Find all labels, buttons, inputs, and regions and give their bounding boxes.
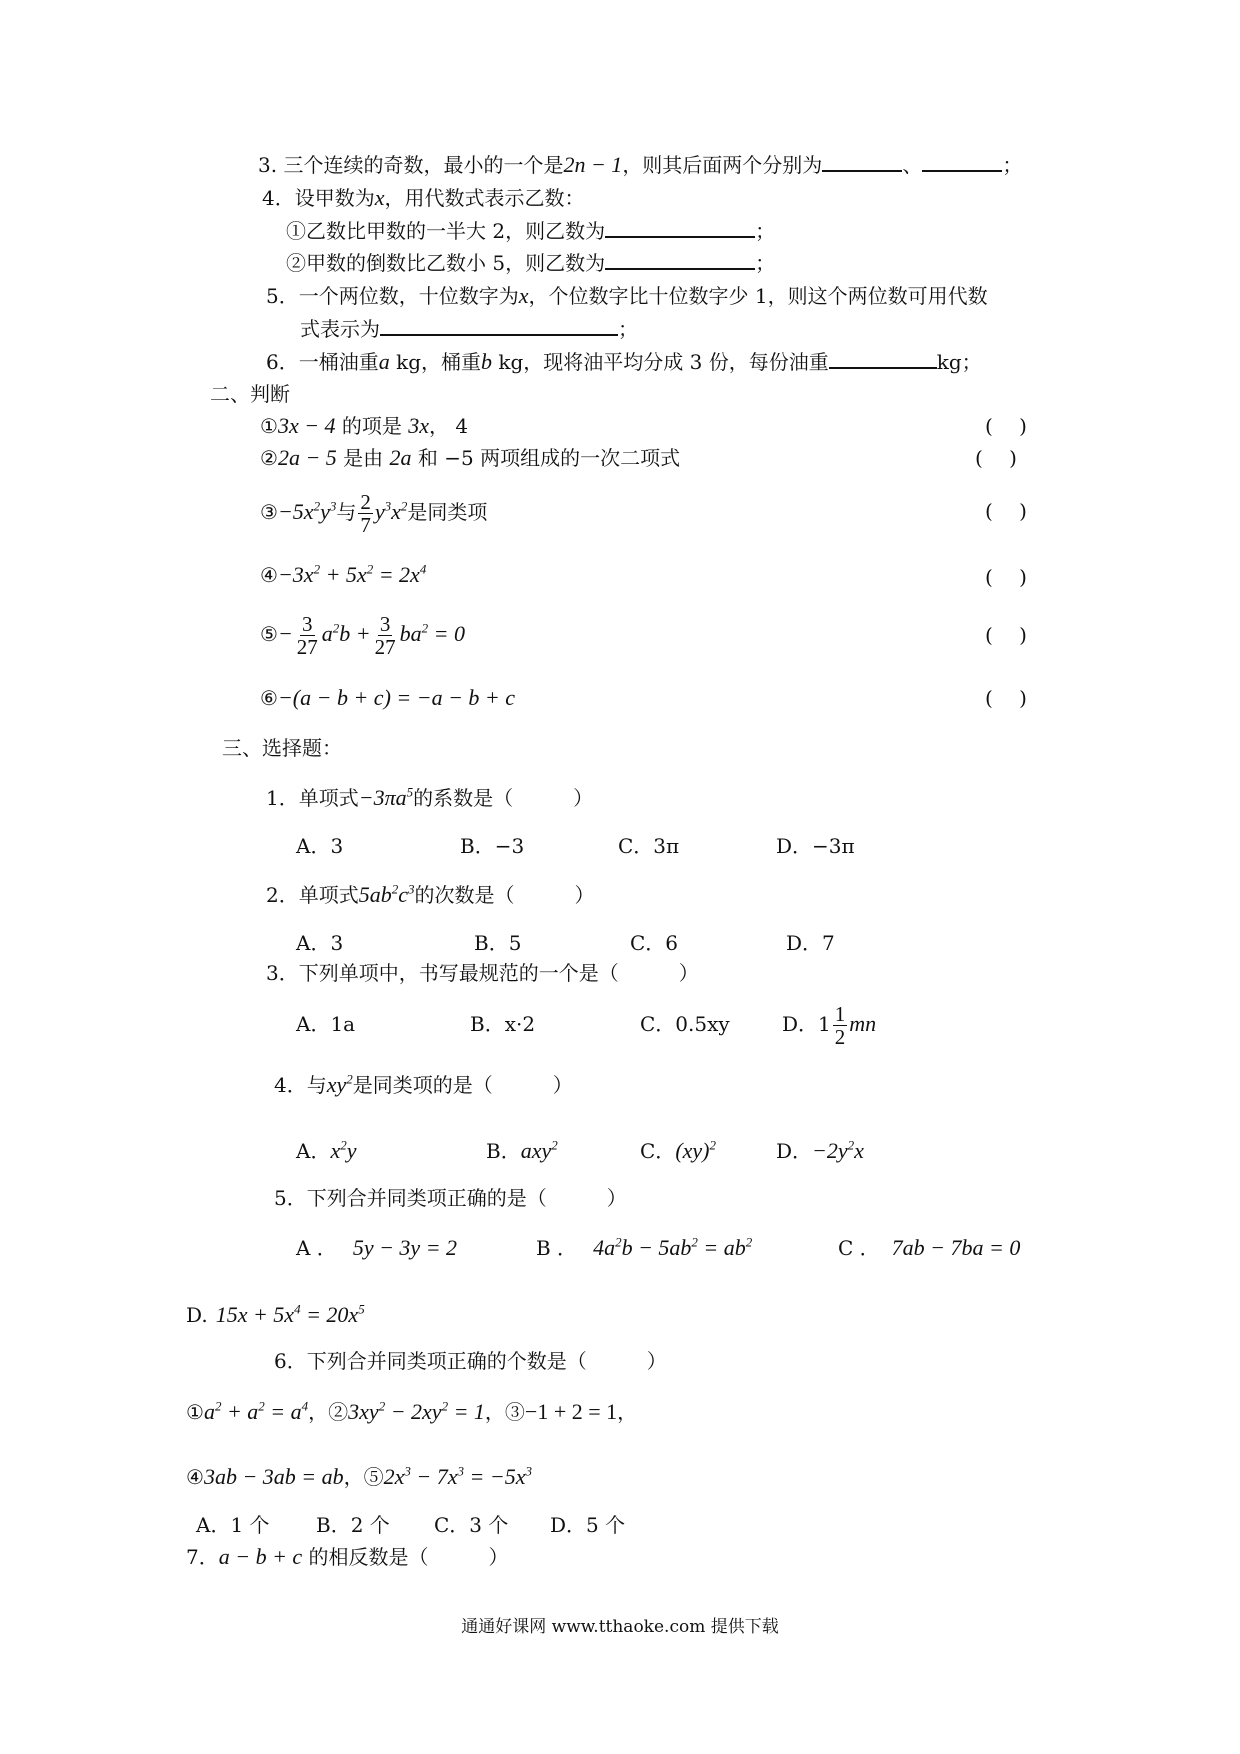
judge-item-3 [260,482,487,542]
mc-q2-text: 2．单项式 [266,883,359,907]
judge-paren-2[interactable]: ( ) [975,446,1017,470]
q4-tail: ，用代数式表示乙数： [384,186,585,210]
q5-line-2 [300,314,638,344]
mc-q1 [266,783,593,813]
section2-title: 二、判断 [210,382,290,406]
q6-b: b [481,349,493,374]
page-footer: 通通好课网 www.tthaoke.com 提供下载 [461,1617,779,1637]
mc-q1-tail: 的系数是（ ） [413,786,594,810]
mc-q6-opt-c[interactable]: C．3 个 [434,1513,509,1537]
judge-mark-4: ④ [260,563,278,587]
q6-line [266,347,982,377]
mc-q5: 5．下列合并同类项正确的是（ ） [274,1186,627,1210]
judge-item-1 [260,411,468,441]
mc-q2-tail: 的次数是（ ） [414,883,595,907]
judge-item-6 [260,683,515,713]
mc-q3-opt-c[interactable]: C．0.5xy [640,1012,730,1036]
mc-q1-opt-d[interactable]: D．−3π [776,834,855,858]
mc-q6: 6．下列合并同类项正确的个数是（ ） [274,1349,667,1373]
mc-q1-expr: $-3\pi a^5$ [358,784,414,810]
q3-expr: 2n − 1 [563,152,623,177]
mc-q1-opt-b[interactable]: B．−3 [460,834,525,858]
mc-q7-tail: 的相反数是（ ） [302,1545,509,1569]
section3-title: 三、选择题： [222,736,342,760]
judge-text-1: 的项是 [335,414,409,438]
q4-line [262,183,585,213]
mc-q6-opt-a[interactable]: A．1 个 [196,1513,270,1537]
judge-expr-5a: $a^2b$ + [321,620,371,646]
mc-q4 [274,1070,573,1100]
mc-q5-opt-a-label: A ． [296,1236,337,1260]
q5-text-a: 5．一个两位数，十位数字为 [266,284,519,308]
q3-line [258,150,1022,180]
mc-q6-stmts-2: ④3ab − 3ab = ab，$⑤2x^3 - 7x^3 = -5x^3$ [186,1463,532,1489]
mc-q7-expr: a − b + c [218,1544,303,1569]
q4-text: 4．设甲数为 [262,186,375,210]
q5-text-b: ，个位数字比十位数字少 1，则这个两位数可用代数 [528,284,988,308]
mc-q5-opt-d-label: D. [186,1303,208,1327]
mc-q2-opt-a[interactable]: A．3 [296,931,344,955]
judge-frac-3: $\frac{2}{7}$ [360,490,371,537]
judge-tail-3: 是同类项 [407,500,488,524]
mc-q4-opt-d-label: D． [776,1139,813,1163]
judge-item-5 [260,604,465,664]
mc-q2-opt-d[interactable]: D．7 [786,931,835,955]
q6-end: kg； [936,350,982,374]
mc-q6-opt-b[interactable]: B．2 个 [316,1513,390,1537]
judge-paren-1[interactable]: ( ) [985,414,1027,438]
judge-expr-5b: $ba^2 = 0$ [399,620,466,646]
mc-q7 [186,1542,509,1572]
mc-q4-opt-c[interactable]: C．(xy)$^2$ [640,1137,716,1163]
mc-q3-opt-a[interactable]: A．1a [296,1012,356,1036]
mc-q5-opt-b-label: B ． [536,1236,578,1260]
judge-frac-5b: $\frac{3}{27}$ [374,612,396,659]
mc-q7-text: 7． [186,1545,219,1569]
judge-mark-5: ⑤ [260,622,278,646]
mc-q3-opt-d[interactable] [782,994,876,1054]
q3-sep: 、 [902,153,923,177]
judge-mark-6: ⑥ [260,686,278,710]
judge-text-2: 是由 [336,446,390,470]
q3-end: ； [1002,153,1023,177]
q4-2-blank[interactable] [605,250,755,270]
judge-expr-3b: $y^3x^2$ [374,498,408,524]
judge-expr-1a: 3x − 4 [277,413,336,438]
mc-q2-expr: $5ab^2c^3$ [358,881,415,907]
q4-1-end: ； [755,219,776,243]
q5-end: ； [618,317,638,341]
judge-text-3: 与 [336,500,357,524]
mc-q2-opt-b[interactable]: B．5 [474,931,522,955]
mc-q6-stmts-1: $①a^2 + a^2 = a^4$，$②3xy^2 - 2xy^2 = 1$，③−1 + 2 = 1， [186,1398,638,1424]
mc-q4-opt-c-label: C． [640,1139,676,1163]
q5-line2-text: 式表示为 [300,317,380,341]
judge-expr-3a: $-5x^2y^3$ [277,498,337,524]
q4-1-text: ①乙数比甲数的一半大 2，则乙数为 [286,219,606,243]
judge-paren-3[interactable]: ( ) [985,499,1027,523]
q4-2-line [286,248,775,278]
judge-minus-5: − [277,621,293,646]
mc-q5-opt-c[interactable]: C ． 7ab − 7ba = 0 [838,1235,1021,1260]
mc-q4-text: 4．与 [274,1073,327,1097]
mc-q4-tail: 是同类项的是（ ） [352,1073,573,1097]
mc-q3: 3．下列单项中，书写最规范的一个是（ ） [266,961,699,985]
mc-q5-opt-a[interactable]: A ． 5y − 3y = 2 [296,1235,458,1260]
mc-q5-opt-c-label: C ． [838,1236,880,1260]
judge-item-4 [260,560,426,590]
q6-kg2: kg，现将油平均分成 3 份，每份油重 [492,350,829,374]
mc-q6-opt-d[interactable]: D．5 个 [550,1513,626,1537]
q6-kg1: kg，桶重 [389,350,482,374]
q3-blank-1[interactable] [822,152,902,172]
judge-expr-6: −(a − b + c) = −a − b + c [277,685,516,710]
judge-expr-2b: 2a [389,445,412,470]
judge-tail-2: 和 −5 两项组成的一次二项式 [411,446,681,470]
mc-q5-opt-b[interactable]: B ． $4a^2b - 5ab^2 = ab^2$ [536,1234,753,1260]
mc-q3-mn: mn [849,1011,877,1036]
judge-paren-6[interactable]: ( ) [985,686,1027,710]
judge-paren-4[interactable]: ( ) [985,565,1027,589]
judge-mark-2: ② [260,446,278,470]
mc-q4-opt-b-label: B． [486,1139,521,1163]
mc-q3-frac: $\frac{1}{2}$ [834,1002,846,1049]
judge-expr-2a: 2a − 5 [277,445,337,470]
mc-q4-opt-b[interactable]: B．axy$^2$ [486,1137,558,1163]
q3-text: 3. 三个连续的奇数，最小的一个是 [258,153,564,177]
q6-blank[interactable] [829,349,937,369]
q6-text: 6．一桶油重 [266,350,379,374]
judge-mark-3: ③ [260,500,278,524]
q4-2-text: ②甲数的倒数比乙数小 5，则乙数为 [286,251,606,275]
judge-paren-5[interactable]: ( ) [985,623,1027,647]
mc-q1-opt-c[interactable]: C．3π [618,834,680,858]
judge-mark-1: ① [260,414,278,438]
judge-item-2 [260,443,680,473]
judge-expr-4: $-3x^2 + 5x^2 = 2x^4$ [277,561,427,587]
q5-var: x [518,283,529,308]
mc-q5-opt-d[interactable]: D. $15x + 5x^4 = 20x^5$ [186,1301,365,1327]
judge-frac-5a: $\frac{3}{27}$ [296,612,318,659]
mc-q2-opt-c[interactable]: C．6 [630,931,679,955]
mc-q4-opt-a-label: A． [296,1139,331,1163]
mc-q3-opt-d-label: D．1 [782,1012,831,1036]
mc-q4-opt-d[interactable]: D．$-2y^2x$ [776,1137,864,1163]
q3-tail: ，则其后面两个分别为 [622,153,823,177]
mc-q4-expr: $xy^2$ [326,1071,353,1097]
judge-tail-1: ， 4 [429,414,469,438]
mc-q3-opt-b[interactable]: B．x·2 [470,1012,536,1036]
q4-2-end: ； [755,251,776,275]
q5-blank[interactable] [380,316,618,336]
q4-1-blank[interactable] [605,218,755,238]
q4-var: x [374,185,385,210]
q5-line-1 [266,281,988,311]
q3-blank-2[interactable] [922,152,1002,172]
q4-1-line [286,216,775,246]
mc-q1-text: 1．单项式 [266,786,359,810]
mc-q1-opt-a[interactable]: A．3 [296,834,344,858]
mc-q2 [266,880,595,910]
judge-expr-1b: 3x [408,413,430,438]
mc-q4-opt-a[interactable]: A．$x^2y$ [296,1137,357,1163]
q6-a: a [378,349,390,374]
